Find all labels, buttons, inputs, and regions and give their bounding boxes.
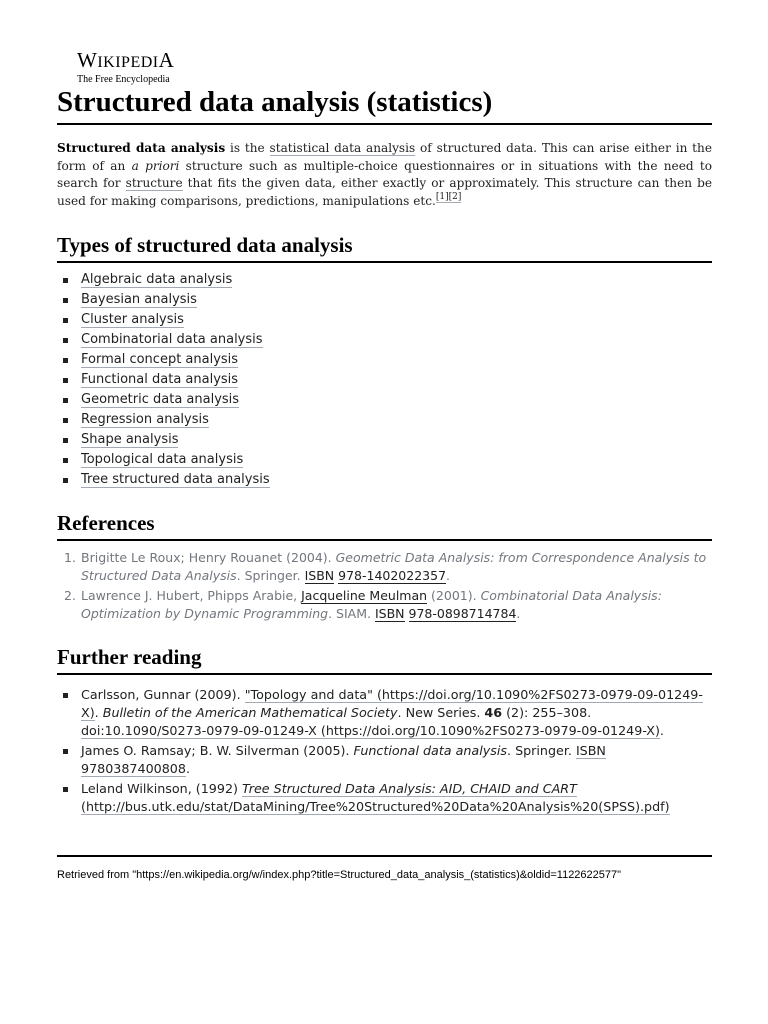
page-title: Structured data analysis (statistics): [57, 85, 712, 125]
lead-text: structure such as multiple-choice questionnaires or in situations with the need to search for: [57, 158, 713, 190]
reference-authors: Lawrence J. Hubert, Phipps Arabie,: [81, 588, 302, 603]
isbn-link[interactable]: ISBN: [575, 743, 606, 758]
list-item: [57, 310, 270, 330]
link-jacqueline-meulman[interactable]: Jacqueline Meulman: [301, 588, 428, 603]
logo-tagline: The Free Encyclopedia: [77, 74, 170, 85]
lead-bold-term: Structured data analysis: [57, 141, 226, 155]
reference-item: [57, 549, 712, 585]
reference-end: .: [516, 606, 521, 621]
item-text: Carlsson, Gunnar (2009).: [81, 687, 245, 702]
reference-publisher: . SIAM.: [328, 606, 375, 621]
reference-end: .: [446, 568, 451, 583]
link-regression-analysis[interactable]: Regression analysis: [81, 412, 209, 427]
link-geometric-data-analysis[interactable]: Geometric data analysis: [81, 392, 240, 407]
link-shape-analysis[interactable]: Shape analysis: [81, 432, 179, 447]
item-text: .: [94, 705, 103, 720]
list-item: [57, 290, 270, 310]
lead-text: of structured data. This can arise either in the form of an: [57, 141, 712, 173]
reference-number: 2.: [64, 588, 76, 603]
reference-year: (2001).: [427, 588, 481, 603]
list-item: [57, 470, 270, 490]
link-tree-structured-data-analysis[interactable]: Tree structured data analysis: [81, 472, 270, 487]
reference-number: 1.: [64, 550, 76, 565]
link-statistical-data-analysis[interactable]: statistical data analysis: [269, 141, 416, 155]
link-tree-structured-data-analysis-book[interactable]: Tree Structured Data Analysis: AID, CHAID and CART: [242, 781, 577, 796]
lead-text: that fits the given data, either exactly or approximately. This structure can then be used for making comparisons, predictions, manipulations etc.: [57, 176, 712, 208]
section-heading-further-reading: Further reading: [57, 645, 712, 675]
logo-wordmark: WIKIPEDIA: [77, 48, 175, 72]
isbn-link[interactable]: ISBN: [374, 606, 405, 621]
link-topology-and-data[interactable]: "Topology and data" (https://doi.org/10.1090%2FS0273-0979-09-01249-X): [81, 687, 703, 720]
section-heading-types: Types of structured data analysis: [57, 233, 712, 263]
lead-paragraph: [57, 140, 712, 210]
list-item: [57, 390, 270, 410]
list-item: [57, 780, 712, 816]
reference-item: [57, 587, 712, 623]
isbn-number-link[interactable]: 978-0898714784: [408, 606, 517, 621]
reference-title: Geometric Data Analysis: from Correspondence Analysis to Structured Data Analysis: [81, 550, 707, 583]
reference-title: Combinatorial Data Analysis: Optimization by Dynamic Programming: [81, 588, 662, 621]
citation-link[interactable]: [1][2]: [435, 192, 462, 203]
book-title: Functional data analysis: [353, 743, 507, 758]
doi-link[interactable]: doi:10.1090/S0273-0979-09-01249-X (https://doi.org/10.1090%2FS0273-0979-09-01249-X): [81, 723, 660, 738]
isbn-number-link[interactable]: 978-1402022357: [338, 568, 447, 583]
isbn-number-link[interactable]: 9780387400808: [81, 761, 186, 776]
retrieved-from: Retrieved from "https://en.wikipedia.org/w/index.php?title=Structured_data_analysis_(statistics)&oldid=1122622577": [57, 869, 622, 881]
link-structure[interactable]: structure: [125, 176, 183, 190]
item-text: . New Series.: [397, 705, 485, 720]
item-text: . Springer.: [507, 743, 576, 758]
list-item: [57, 742, 712, 778]
wikipedia-logo[interactable]: [77, 49, 174, 86]
item-text: James O. Ramsay; B. W. Silverman (2005).: [81, 743, 354, 758]
references-list: [57, 549, 712, 625]
footer-divider: [57, 855, 712, 857]
list-item: [57, 270, 270, 290]
isbn-link[interactable]: ISBN: [304, 568, 335, 583]
list-item: [57, 410, 270, 430]
link-topological-data-analysis[interactable]: Topological data analysis: [81, 452, 244, 467]
journal-title: Bulletin of the American Mathematical Society: [102, 705, 398, 720]
volume: 46: [484, 705, 503, 720]
list-item: [57, 450, 270, 470]
item-text: .: [185, 761, 190, 776]
link-combinatorial-data-analysis[interactable]: Combinatorial data analysis: [81, 332, 263, 347]
link-bayesian-analysis[interactable]: Bayesian analysis: [81, 292, 197, 307]
lead-text: is the: [225, 141, 270, 155]
item-text: Leland Wilkinson, (1992): [81, 781, 243, 796]
section-heading-references: References: [57, 511, 712, 541]
lead-italic: a priori: [131, 158, 180, 173]
item-text: (2): 255–308.: [502, 705, 592, 720]
link-functional-data-analysis[interactable]: Functional data analysis: [81, 372, 239, 387]
list-item: [57, 350, 270, 370]
list-item: [57, 370, 270, 390]
link-formal-concept-analysis[interactable]: Formal concept analysis: [81, 352, 239, 367]
further-reading-list: [57, 686, 712, 818]
list-item: [57, 430, 270, 450]
reference-publisher: . Springer.: [236, 568, 305, 583]
types-list: [57, 270, 270, 490]
list-item: [57, 686, 712, 740]
reference-authors: Brigitte Le Roux; Henry Rouanet (2004).: [81, 550, 336, 565]
link-cluster-analysis[interactable]: Cluster analysis: [81, 312, 184, 327]
list-item: [57, 330, 270, 350]
link-algebraic-data-analysis[interactable]: Algebraic data analysis: [81, 272, 233, 287]
url-link[interactable]: (http://bus.utk.edu/stat/DataMining/Tree%20Structured%20Data%20Analysis%20(SPSS).pdf): [81, 799, 670, 814]
item-text: .: [659, 723, 664, 738]
